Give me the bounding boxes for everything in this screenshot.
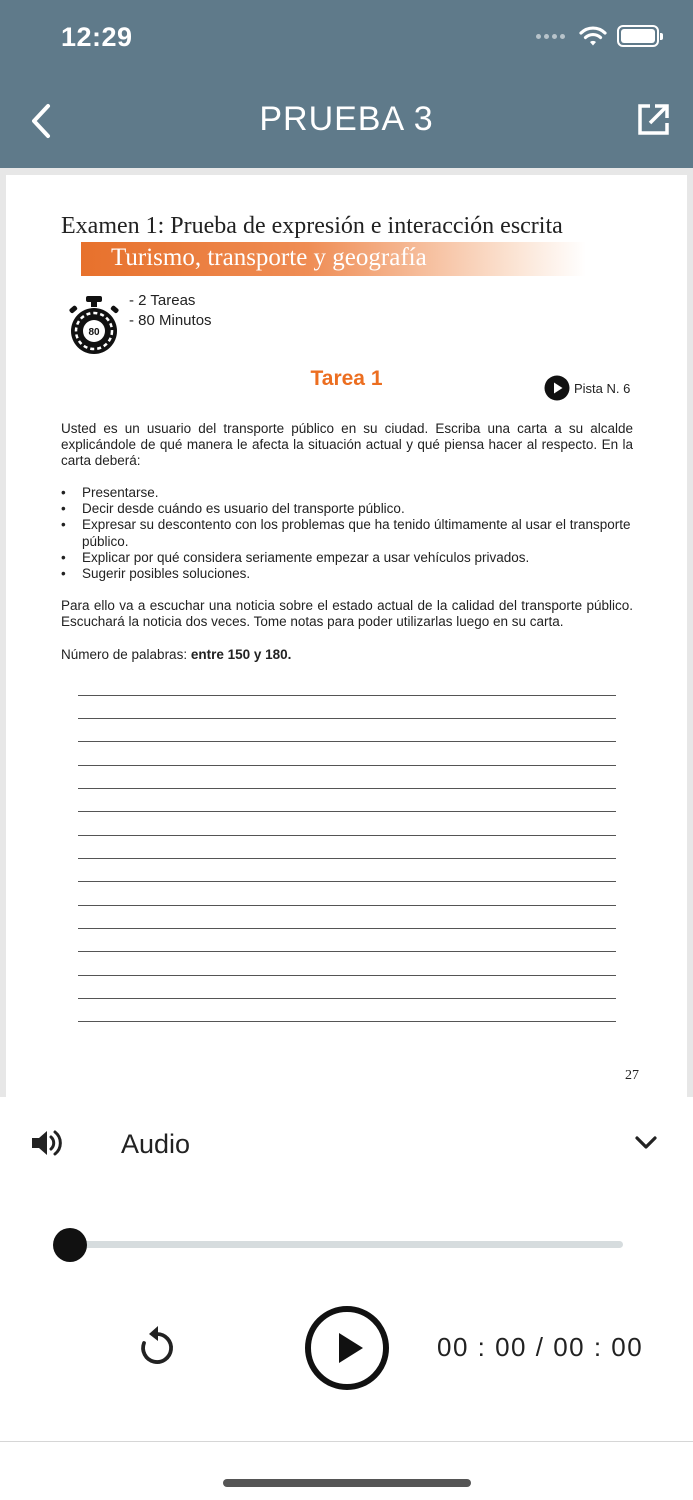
list-item: • Sugerir posibles soluciones. — [61, 566, 636, 582]
word-count — [61, 647, 291, 662]
timer-info — [129, 291, 212, 331]
task-intro: Usted es un usuario del transporte público en su ciudad. Escriba una carta a su alcalde explicándole de qué manera le afecta la situación actual y qué piensa hacer al respecto. En la carta deberá: — [61, 421, 633, 468]
current-time: 00 : 00 — [437, 1332, 528, 1362]
writing-line — [78, 905, 616, 906]
writing-line — [78, 928, 616, 929]
timer-minutes: - 80 Minutos — [129, 312, 212, 329]
total-time: 00 : 00 — [553, 1332, 644, 1362]
audio-track-label — [544, 375, 630, 401]
writing-line — [78, 1021, 616, 1022]
writing-line — [78, 881, 616, 882]
pista-text: Pista N. 6 — [574, 380, 631, 396]
chevron-down-icon[interactable] — [632, 1133, 660, 1153]
list-item: • Presentarse. — [61, 485, 636, 501]
writing-line — [78, 975, 616, 976]
audio-progress-track[interactable] — [70, 1241, 623, 1248]
battery-icon — [617, 25, 659, 47]
page-number: 27 — [625, 1068, 639, 1083]
task-bullet-list — [61, 485, 636, 582]
topic-banner — [81, 242, 586, 276]
list-item: • Decir desde cuándo es usuario del transporte público. — [61, 501, 636, 517]
list-item: • Expresar su descontento con los problemas que ha tenido últimamente al usar el transporte público. — [61, 517, 636, 549]
writing-line — [78, 835, 616, 836]
stopwatch-badge: 80 — [88, 327, 100, 338]
writing-line — [78, 695, 616, 696]
play-track-icon — [544, 375, 570, 401]
list-item: • Explicar por qué considera seriamente empezar a usar vehículos privados. — [61, 550, 636, 566]
wifi-icon — [579, 25, 607, 47]
replay-icon[interactable] — [136, 1323, 178, 1369]
signal-icon — [536, 34, 565, 39]
audio-progress-thumb[interactable] — [53, 1228, 87, 1262]
time-separator: / — [535, 1332, 545, 1362]
share-icon[interactable] — [635, 102, 671, 138]
exam-title: Examen 1: Prueba de expresión e interacción escrita — [61, 213, 563, 239]
play-icon[interactable] — [304, 1305, 390, 1391]
writing-line — [78, 765, 616, 766]
timer-tasks: - 2 Tareas — [129, 292, 196, 309]
task-instructions: Para ello va a escuchar una noticia sobre el estado actual de la calidad del transporte público. Escuchará la noticia dos veces. Tome notas para poder utilizarlas luego en su carta. — [61, 598, 633, 629]
writing-line — [78, 951, 616, 952]
writing-line — [78, 741, 616, 742]
speaker-icon — [30, 1127, 64, 1159]
page-title: PRUEBA 3 — [259, 100, 434, 138]
writing-line — [78, 718, 616, 719]
topic-banner-text: Turismo, transporte y geografía — [111, 244, 427, 271]
document-page — [6, 175, 687, 1097]
writing-line — [78, 858, 616, 859]
task-title: Tarea 1 — [310, 367, 383, 390]
audio-player — [0, 1097, 693, 1500]
word-count-label: Número de palabras: — [61, 647, 191, 662]
status-time: 12:29 — [61, 22, 133, 52]
stopwatch-icon — [64, 293, 124, 357]
divider — [0, 1441, 693, 1442]
word-count-value: entre 150 y 180. — [190, 647, 292, 662]
status-icons — [536, 25, 659, 47]
writing-line — [78, 788, 616, 789]
writing-line — [78, 811, 616, 812]
top-bar — [0, 0, 693, 168]
home-indicator[interactable] — [223, 1479, 471, 1487]
audio-label: Audio — [121, 1129, 191, 1159]
writing-line — [78, 998, 616, 999]
time-display — [437, 1332, 643, 1363]
